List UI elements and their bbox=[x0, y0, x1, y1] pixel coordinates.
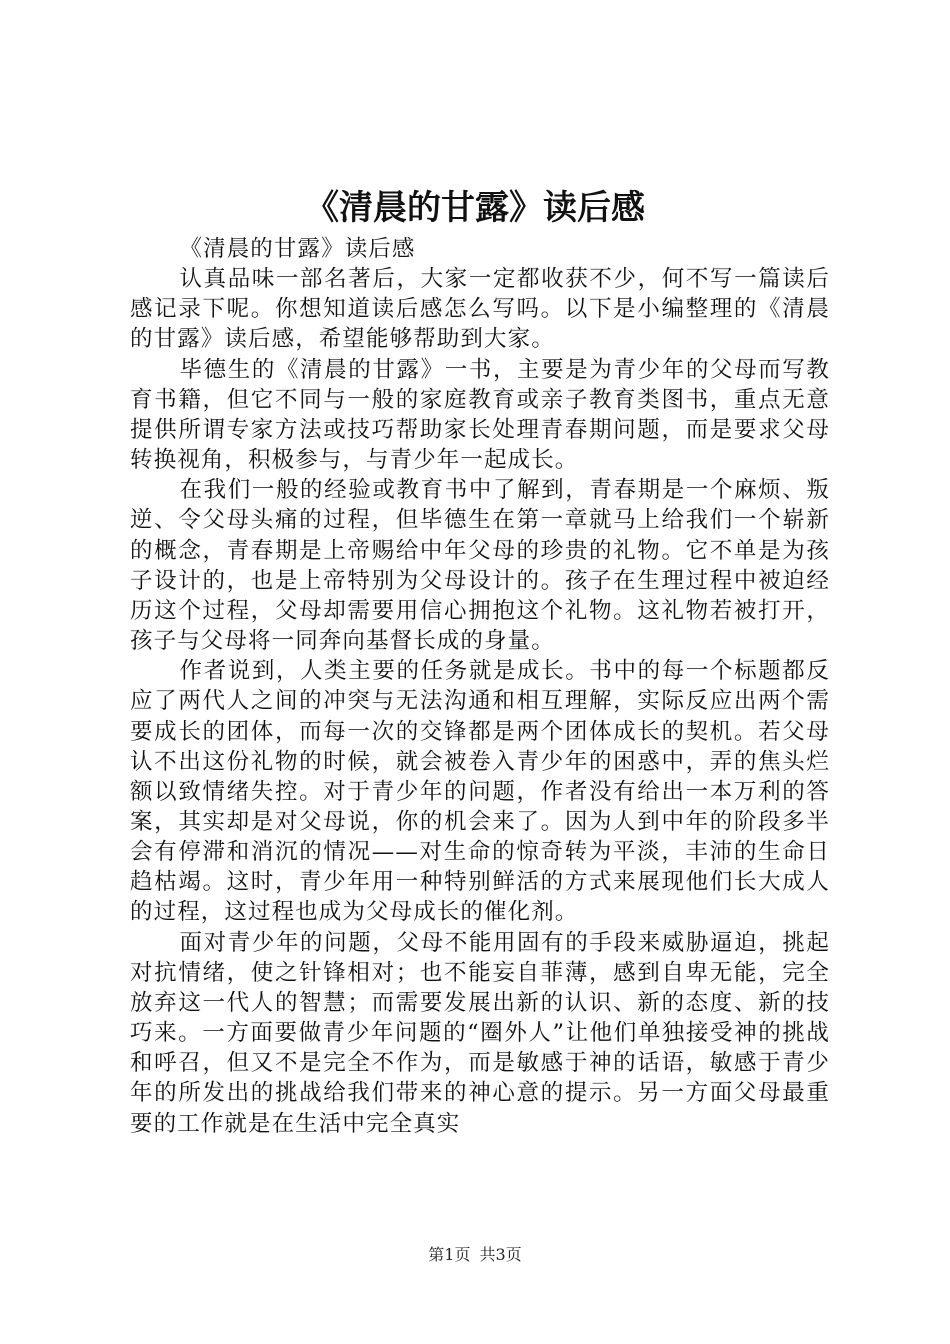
paragraph-book-summary: 毕德生的《清晨的甘露》一书，主要是为青少年的父母而写教育书籍，但它不同与一般的家庭教育或亲子教育类图书，重点无意提供所谓专家方法或技巧帮助家长处理青春期问题，而是要求父母转换视角，积极参与，与青少年一起成长。 bbox=[130, 356, 830, 474]
document-body bbox=[130, 234, 830, 1139]
paragraph-adolescence-gift: 在我们一般的经验或教育书中了解到，青春期是一个麻烦、叛逆、令父母头痛的过程，但毕德生在第一章就马上给我们一个崭新的概念，青春期是上帝赐给中年父母的珍贵的礼物。它不单是为孩子设计的，也是上帝特别为父母设计的。孩子在生理过程中被迫经历这个过程，父母却需要用信心拥抱这个礼物。这礼物若被打开，孩子与父母将一同奔向基督长成的身量。 bbox=[130, 477, 830, 655]
page-total: 共3页 bbox=[479, 1245, 522, 1264]
paragraph-parent-response: 面对青少年的问题，父母不能用固有的手段来威胁逼迫，挑起对抗情绪，使之针锋相对；也不能妄自菲薄，感到自卑无能，完全放弃这一代人的智慧；而需要发展出新的认识、新的态度、新的技巧来。一方面要做青少年问题的“圈外人”让他们单独接受神的挑战和呼召，但又不是完全不作为，而是敏感于神的话语，敏感于青少年的所发出的挑战给我们带来的神心意的提示。另一方面父母最重要的工作就是在生活中完全真实 bbox=[130, 929, 830, 1137]
page-number: 第1页 bbox=[428, 1245, 471, 1264]
paragraph-subtitle: 《清晨的甘露》读后感 bbox=[179, 236, 416, 262]
document-title: 《清晨的甘露》读后感 bbox=[305, 188, 645, 228]
paragraph-growth-task: 作者说到，人类主要的任务就是成长。书中的每一个标题都反应了两代人之间的冲突与无法沟通和相互理解，实际反应出两个需要成长的团体，而每一次的交锋都是两个团体成长的契机。若父母认不出这份礼物的时候，就会被卷入青少年的困惑中，弄的焦头烂额以致情绪失控。对于青少年的问题，作者没有给出一本万利的答案，其实却是对父母说，你的机会来了。因为人到中年的阶段多半会有停滞和消沉的情况——对生命的惊奇转为平淡，丰沛的生命日趋枯竭。这时，青少年用一种特别鲜活的方式来展现他们长大成人的过程，这过程也成为父母成长的催化剂。 bbox=[130, 658, 830, 926]
paragraph-intro: 认真品味一部名著后，大家一定都收获不少，何不写一篇读后感记录下呢。你想知道读后感怎么写吗。以下是小编整理的《清晨的甘露》读后感，希望能够帮助到大家。 bbox=[130, 266, 830, 353]
page-footer bbox=[0, 1244, 950, 1266]
